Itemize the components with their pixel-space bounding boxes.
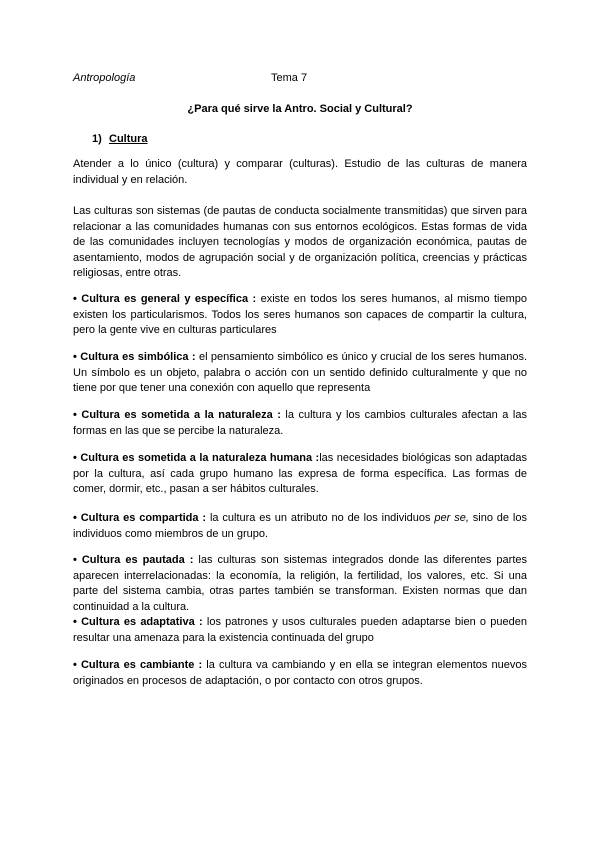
trait-compartida: [73, 511, 527, 542]
trait-text: el pensamiento simbólico es único y crucial de los seres humanos. Un símbolo es un objeto, palabra o acción con un sentido definido culturalmente y que no tiene por que tener una conexión con aquello que representa: [73, 351, 528, 394]
trait-adaptativa: [73, 615, 527, 646]
definition-paragraph: Las culturas son sistemas (de pautas de conducta socialmente transmitidas) que sirven para relacionar a las comunidades humanas con sus entornos ecológicos. Estas formas de vida de las comunidades incluyen tecnologías y modos de organización económica, pautas de asentamiento, modos de agrupación social y de organización política, creencias y prácticas religiosas, entre otras.: [73, 205, 527, 279]
trait-label: • Cultura es compartida :: [73, 512, 207, 524]
trait-text: la cultura y los cambios culturales afectan a las formas en las que se percibe la naturaleza.: [73, 409, 527, 437]
trait-label: • Cultura es general y específica :: [73, 293, 257, 305]
trait-label: • Cultura es cambiante :: [73, 659, 203, 671]
trait-cambiante: [73, 658, 527, 689]
trait-label: • Cultura es sometida a la naturaleza :: [73, 409, 281, 421]
subject-label: Antropología: [73, 72, 136, 84]
trait-text: la cultura es un atributo no de los individuos: [206, 512, 435, 524]
trait-text: la cultura va cambiando y en ella se integran elementos nuevos originados en procesos de adaptación, o por contacto con otros grupos.: [73, 659, 528, 687]
trait-text: existe en todos los seres humanos, al mismo tiempo existen los particularismos. Todos los seres humanos son capaces de compartir la cultura, pero la gente vive en culturas particulares: [73, 293, 527, 336]
trait-text: las culturas son sistemas integrados donde las diferentes partes aparecen interrelacionadas: la economía, la religión, la fertilidad, los valores, etc. Si una parte del sistema cambia, otras partes también se transforman. Existen normas que dan continuidad a la cultura.: [73, 554, 527, 613]
trait-group: [73, 553, 527, 646]
trait-simbolica: [73, 350, 527, 397]
trait-text: las necesidades biológicas son adaptadas por la cultura, así cada grupo humano las expresa de forma específica. Las formas de comer, dormir, etc., pasan a ser hábitos culturales.: [73, 452, 528, 495]
trait-label: • Cultura es simbólica :: [73, 351, 196, 363]
trait-sometida-naturaleza-humana: [73, 451, 527, 498]
document-title: ¿Para qué sirve la Antro. Social y Cultural?: [187, 103, 413, 115]
trait-sometida-naturaleza: [73, 408, 527, 439]
trait-label: • Cultura es adaptativa :: [73, 616, 203, 628]
trait-text-continued: sino de los individuos como miembros de un grupo.: [73, 512, 527, 540]
trait-label: • Cultura es sometida a la naturaleza humana :: [73, 452, 320, 464]
section-heading: [92, 133, 148, 145]
section-number: 1): [92, 133, 102, 145]
tema-label: Tema 7: [271, 72, 308, 84]
section-name: Cultura: [109, 133, 148, 145]
page-header: [73, 72, 533, 86]
trait-pautada: [73, 553, 527, 615]
trait-text: los patrones y usos culturales pueden adaptarse bien o pueden resultar una amenaza para la existencia continuada del grupo: [73, 616, 528, 644]
intro-paragraph: Atender a lo único (cultura) y comparar (culturas). Estudio de las culturas de manera individual y en relación.: [73, 158, 527, 186]
trait-general-especifica: [73, 292, 527, 339]
trait-italic-text: per se,: [434, 512, 469, 524]
trait-label: • Cultura es pautada :: [73, 554, 194, 566]
